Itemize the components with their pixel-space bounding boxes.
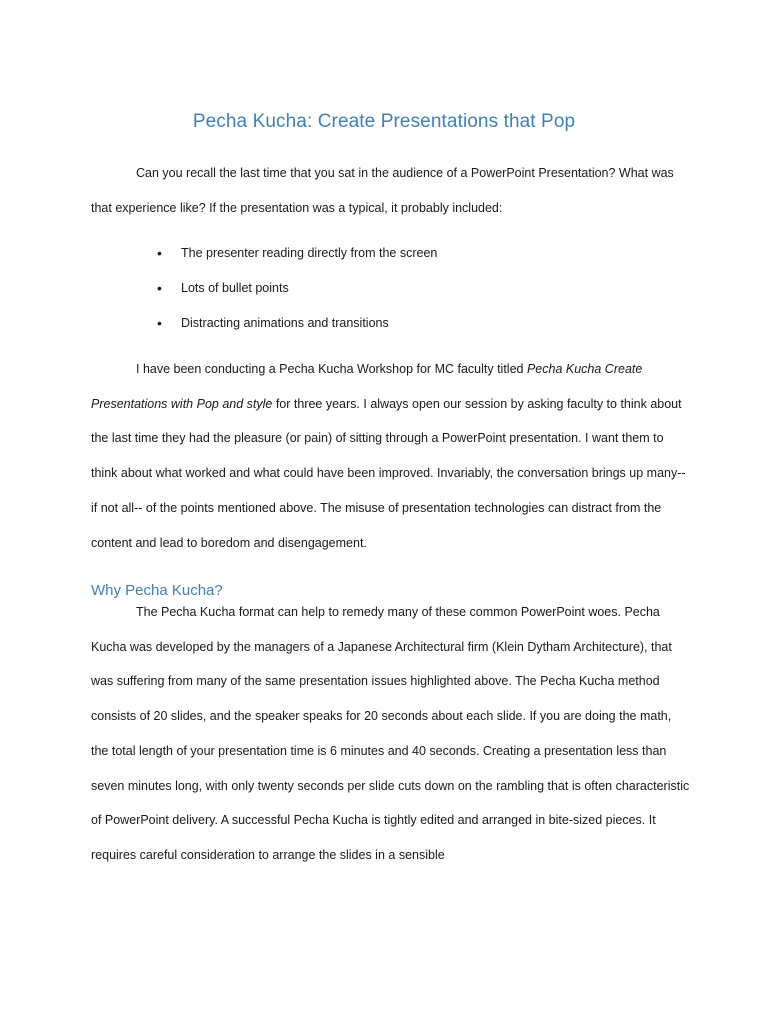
list-item [0, 306, 768, 341]
bullet-list [0, 236, 768, 341]
bullet-icon: • [157, 280, 162, 296]
bullet-icon: • [157, 315, 162, 331]
list-item-text: The presenter reading directly from the screen [181, 246, 438, 260]
workshop-paragraph [91, 352, 691, 560]
list-item-text: Lots of bullet points [181, 281, 289, 295]
workshop-title-italic: Pecha Kucha Create Presentations with Pop and style [91, 362, 643, 411]
workshop-text-end: for three years. I always open our session by asking faculty to think about the last time they had the pleasure (or pain) of sitting through a PowerPoint presentation. I want them to think about what worked and what could have been improved. Invariably, the conversation brings up many-- if not all-- of the points mentioned above. The misuse of presentation technologies can distract from the content and lead to boredom and disengagement. [91, 396, 686, 550]
pecha-kucha-paragraph: The Pecha Kucha format can help to remedy many of these common PowerPoint woes. Pecha Kucha was developed by the managers of a Japanese Architectural firm (Klein Dytham Architecture), that was suffering from many of the same presentation issues highlighted above. The Pecha Kucha method consists of 20 slides, and the speaker speaks for 20 seconds about each slide. If you are doing the math, the total length of your presentation time is 6 minutes and 40 seconds. Creating a presentation less than seven minutes long, with only twenty seconds per slide cuts down on the rambling that is often characteristic of PowerPoint delivery. A successful Pecha Kucha is tightly edited and arranged in bite-sized pieces. It requires careful consideration to arrange the slides in a sensible [91, 605, 690, 862]
bullet-icon: • [157, 245, 162, 261]
list-item [0, 236, 768, 271]
section-heading: Why Pecha Kucha? [91, 582, 223, 599]
intro-paragraph: Can you recall the last time that you sat in the audience of a PowerPoint Presentation? What was that experience like? If the presentation was a typical, it probably included: [91, 166, 674, 215]
list-item-text: Distracting animations and transitions [181, 316, 389, 330]
document-title: Pecha Kucha: Create Presentations that Pop [192, 111, 576, 132]
workshop-text-start: I have been conducting a Pecha Kucha Workshop for MC faculty titled [136, 362, 527, 376]
list-item [0, 271, 768, 306]
